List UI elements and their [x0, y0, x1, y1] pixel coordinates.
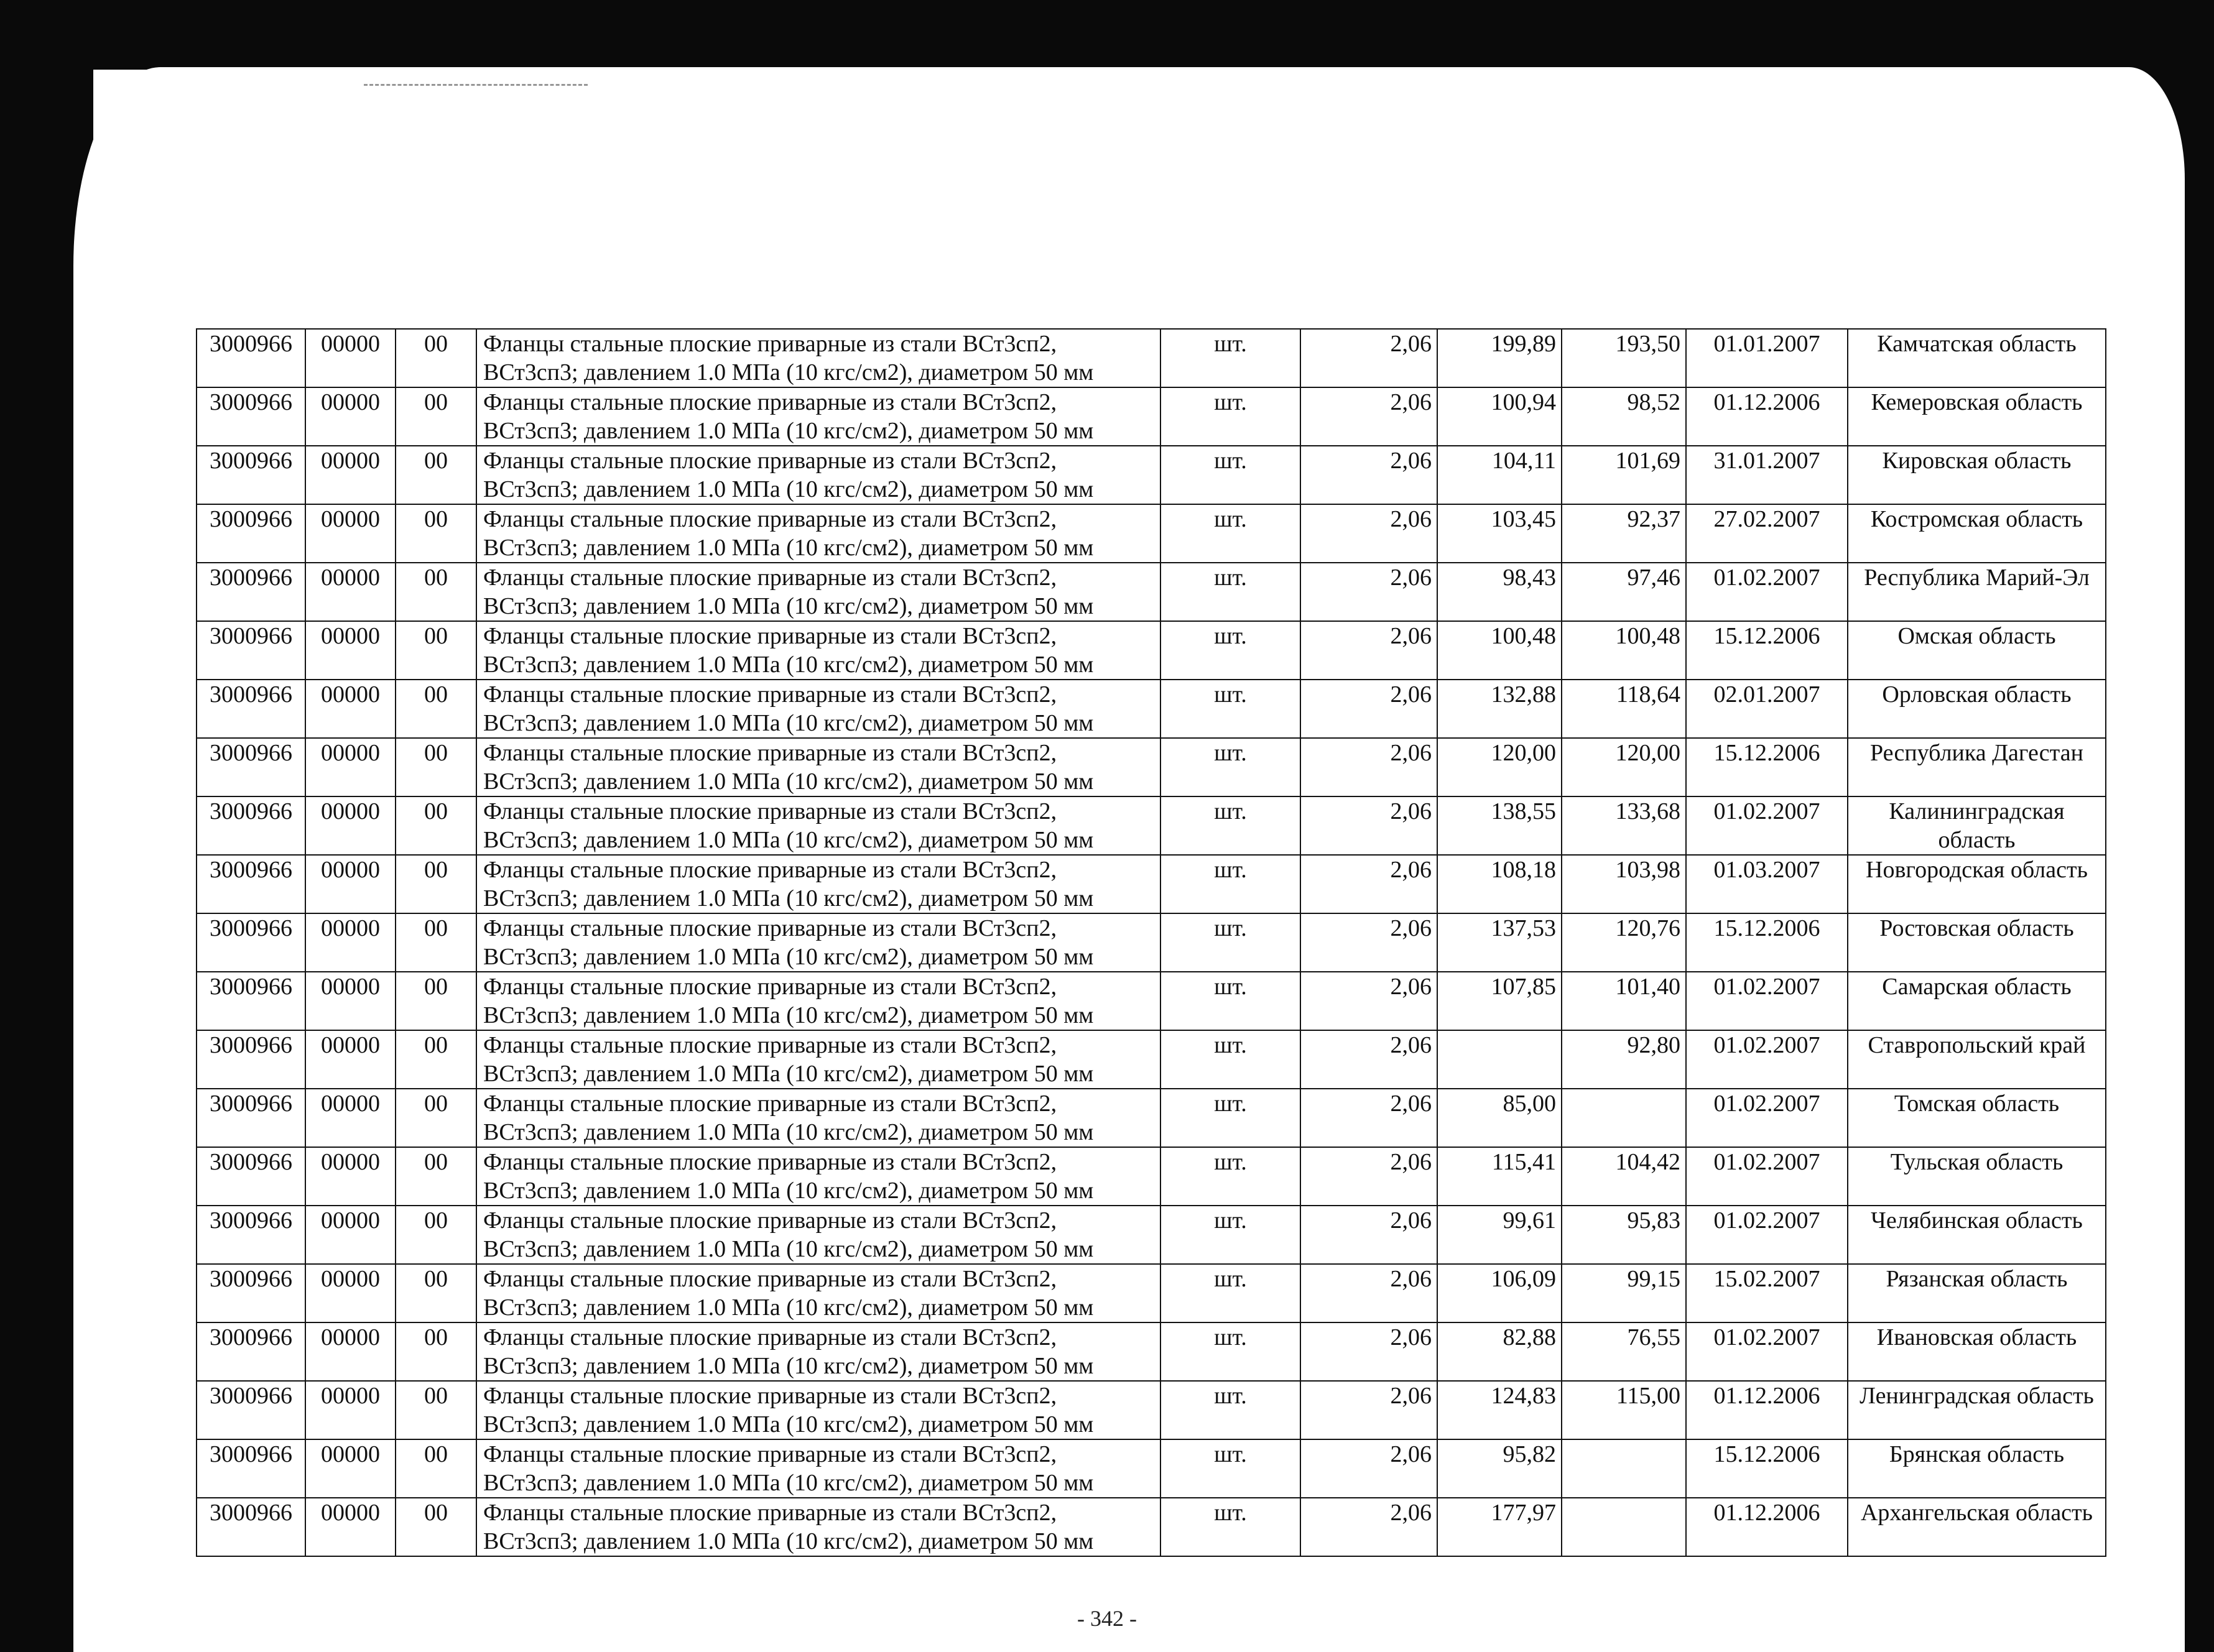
cell-subcode: 00000: [305, 738, 396, 796]
cell-subcode: 00000: [305, 563, 396, 621]
cell-date: 15.02.2007: [1686, 1264, 1848, 1322]
cell-item-name: [476, 1089, 1160, 1147]
cell-resource-code: 3000966: [197, 1089, 305, 1147]
table-row: [197, 1089, 2106, 1147]
cell-region: Ставропольский край: [1848, 1030, 2106, 1089]
cell-item-name: [476, 680, 1160, 738]
cell-region: Архангельская область: [1848, 1498, 2106, 1556]
item-name-line-1: Фланцы стальные плоские приварные из стали ВСт3сп2,: [483, 331, 1057, 357]
cell-subcode-2: 00: [396, 1439, 476, 1498]
cell-date: 01.02.2007: [1686, 1206, 1848, 1264]
cell-subcode: 00000: [305, 972, 396, 1030]
cell-region: Республика Дагестан: [1848, 738, 2106, 796]
cell-subcode-2: 00: [396, 1498, 476, 1556]
cell-price-2: 95,83: [1562, 1206, 1686, 1264]
item-name-line-2: ВСт3сп3; давлением 1.0 МПа (10 кгс/см2), диаметром 50 мм: [483, 1236, 1094, 1262]
cell-resource-code: 3000966: [197, 738, 305, 796]
cell-price-2: 133,68: [1562, 796, 1686, 855]
item-name-line-1: Фланцы стальные плоские приварные из стали ВСт3сп2,: [483, 1441, 1057, 1467]
cell-price-1: 108,18: [1437, 855, 1562, 913]
cell-resource-code: 3000966: [197, 796, 305, 855]
cell-date: 15.12.2006: [1686, 913, 1848, 972]
cell-item-name: [476, 504, 1160, 563]
cell-region: Омская область: [1848, 621, 2106, 680]
table-row: [197, 1439, 2106, 1498]
cell-subcode-2: 00: [396, 855, 476, 913]
cell-item-name: [476, 621, 1160, 680]
cell-price-2: 101,40: [1562, 972, 1686, 1030]
cell-coefficient: 2,06: [1300, 563, 1437, 621]
cell-subcode-2: 00: [396, 738, 476, 796]
cell-subcode: 00000: [305, 329, 396, 387]
cell-date: 01.12.2006: [1686, 1381, 1848, 1439]
cell-unit: шт.: [1160, 1498, 1300, 1556]
cell-subcode: 00000: [305, 855, 396, 913]
cell-subcode-2: 00: [396, 1264, 476, 1322]
cell-unit: шт.: [1160, 1264, 1300, 1322]
item-name-line-2: ВСт3сп3; давлением 1.0 МПа (10 кгс/см2), диаметром 50 мм: [483, 1353, 1094, 1379]
cell-resource-code: 3000966: [197, 387, 305, 446]
item-name-line-1: Фланцы стальные плоские приварные из стали ВСт3сп2,: [483, 740, 1057, 766]
table-row: [197, 1498, 2106, 1556]
table-row: [197, 855, 2106, 913]
cell-coefficient: 2,06: [1300, 387, 1437, 446]
cell-subcode: 00000: [305, 1147, 396, 1206]
cell-price-1: 100,94: [1437, 387, 1562, 446]
cell-item-name: [476, 1381, 1160, 1439]
cell-price-1: 82,88: [1437, 1322, 1562, 1381]
cell-region: Орловская область: [1848, 680, 2106, 738]
cell-region: Республика Марий-Эл: [1848, 563, 2106, 621]
cell-unit: шт.: [1160, 1030, 1300, 1089]
cell-subcode: 00000: [305, 1381, 396, 1439]
cell-date: 27.02.2007: [1686, 504, 1848, 563]
cell-price-1: 95,82: [1437, 1439, 1562, 1498]
cell-region: Тульская область: [1848, 1147, 2106, 1206]
item-name-line-2: ВСт3сп3; давлением 1.0 МПа (10 кгс/см2), диаметром 50 мм: [483, 1470, 1094, 1496]
item-name-line-2: ВСт3сп3; давлением 1.0 МПа (10 кгс/см2), диаметром 50 мм: [483, 476, 1094, 502]
item-name-line-1: Фланцы стальные плоские приварные из стали ВСт3сп2,: [483, 915, 1057, 941]
cell-unit: шт.: [1160, 1439, 1300, 1498]
cell-region: Ленинградская область: [1848, 1381, 2106, 1439]
cell-region: Брянская область: [1848, 1439, 2106, 1498]
cell-resource-code: 3000966: [197, 855, 305, 913]
cell-price-2: [1562, 1089, 1686, 1147]
item-name-line-2: ВСт3сп3; давлением 1.0 МПа (10 кгс/см2), диаметром 50 мм: [483, 885, 1094, 911]
cell-subcode-2: 00: [396, 796, 476, 855]
cell-item-name: [476, 738, 1160, 796]
cell-unit: шт.: [1160, 446, 1300, 504]
item-name-line-2: ВСт3сп3; давлением 1.0 МПа (10 кгс/см2), диаметром 50 мм: [483, 418, 1094, 444]
cell-item-name: [476, 855, 1160, 913]
cell-subcode: 00000: [305, 680, 396, 738]
cell-item-name: [476, 563, 1160, 621]
item-name-line-1: Фланцы стальные плоские приварные из стали ВСт3сп2,: [483, 1091, 1057, 1117]
item-name-line-1: Фланцы стальные плоские приварные из стали ВСт3сп2,: [483, 1207, 1057, 1234]
cell-region: Ивановская область: [1848, 1322, 2106, 1381]
item-name-line-1: Фланцы стальные плоские приварные из стали ВСт3сп2,: [483, 506, 1057, 532]
cell-price-2: 99,15: [1562, 1264, 1686, 1322]
cell-subcode: 00000: [305, 1030, 396, 1089]
item-name-line-2: ВСт3сп3; давлением 1.0 МПа (10 кгс/см2), диаметром 50 мм: [483, 1119, 1094, 1145]
cell-resource-code: 3000966: [197, 446, 305, 504]
cell-date: 31.01.2007: [1686, 446, 1848, 504]
cell-price-2: [1562, 1498, 1686, 1556]
cell-resource-code: 3000966: [197, 913, 305, 972]
cell-resource-code: 3000966: [197, 1264, 305, 1322]
cell-region: Томская область: [1848, 1089, 2106, 1147]
item-name-line-1: Фланцы стальные плоские приварные из стали ВСт3сп2,: [483, 1266, 1057, 1292]
cell-item-name: [476, 796, 1160, 855]
cell-subcode: 00000: [305, 621, 396, 680]
item-name-line-1: Фланцы стальные плоские приварные из стали ВСт3сп2,: [483, 389, 1057, 415]
table-row: [197, 387, 2106, 446]
cell-subcode-2: 00: [396, 913, 476, 972]
cell-subcode-2: 00: [396, 1089, 476, 1147]
cell-subcode: 00000: [305, 504, 396, 563]
cell-coefficient: 2,06: [1300, 1206, 1437, 1264]
cell-resource-code: 3000966: [197, 329, 305, 387]
cell-subcode-2: 00: [396, 1322, 476, 1381]
cell-region: Новгородская область: [1848, 855, 2106, 913]
cell-subcode: 00000: [305, 1206, 396, 1264]
cell-coefficient: 2,06: [1300, 1147, 1437, 1206]
cell-resource-code: 3000966: [197, 1381, 305, 1439]
table-row: [197, 738, 2106, 796]
table-row: [197, 504, 2106, 563]
cell-price-1: 138,55: [1437, 796, 1562, 855]
scan-border-top: [0, 0, 2214, 70]
cell-unit: шт.: [1160, 563, 1300, 621]
cell-coefficient: 2,06: [1300, 1264, 1437, 1322]
cell-resource-code: 3000966: [197, 1322, 305, 1381]
cell-price-2: 193,50: [1562, 329, 1686, 387]
cell-unit: шт.: [1160, 680, 1300, 738]
cell-subcode-2: 00: [396, 504, 476, 563]
cell-resource-code: 3000966: [197, 972, 305, 1030]
table-row: [197, 1381, 2106, 1439]
cell-coefficient: 2,06: [1300, 855, 1437, 913]
cell-resource-code: 3000966: [197, 1206, 305, 1264]
table-row: [197, 972, 2106, 1030]
price-table-body: [197, 329, 2106, 1556]
item-name-line-1: Фланцы стальные плоские приварные из стали ВСт3сп2,: [483, 565, 1057, 591]
cell-resource-code: 3000966: [197, 1030, 305, 1089]
cell-item-name: [476, 1147, 1160, 1206]
item-name-line-1: Фланцы стальные плоские приварные из стали ВСт3сп2,: [483, 1500, 1057, 1526]
item-name-line-1: Фланцы стальные плоские приварные из стали ВСт3сп2,: [483, 1383, 1057, 1409]
cell-subcode: 00000: [305, 1322, 396, 1381]
cell-date: 01.02.2007: [1686, 1147, 1848, 1206]
cell-coefficient: 2,06: [1300, 1089, 1437, 1147]
cell-subcode-2: 00: [396, 1206, 476, 1264]
cell-region: Кемеровская область: [1848, 387, 2106, 446]
cell-price-1: 137,53: [1437, 913, 1562, 972]
cell-price-2: 100,48: [1562, 621, 1686, 680]
cell-subcode-2: 00: [396, 1381, 476, 1439]
cell-coefficient: 2,06: [1300, 913, 1437, 972]
cell-unit: шт.: [1160, 738, 1300, 796]
price-table: [196, 328, 2106, 1557]
cell-date: 15.12.2006: [1686, 1439, 1848, 1498]
cell-subcode: 00000: [305, 1089, 396, 1147]
table-row: [197, 446, 2106, 504]
cell-resource-code: 3000966: [197, 1147, 305, 1206]
cell-unit: шт.: [1160, 504, 1300, 563]
table-row: [197, 621, 2106, 680]
cell-date: 01.12.2006: [1686, 1498, 1848, 1556]
cell-date: 01.12.2006: [1686, 387, 1848, 446]
cell-unit: шт.: [1160, 329, 1300, 387]
item-name-line-2: ВСт3сп3; давлением 1.0 МПа (10 кгс/см2), диаметром 50 мм: [483, 593, 1094, 619]
cell-unit: шт.: [1160, 913, 1300, 972]
cell-item-name: [476, 1439, 1160, 1498]
item-name-line-1: Фланцы стальные плоские приварные из стали ВСт3сп2,: [483, 798, 1057, 824]
cell-subcode-2: 00: [396, 972, 476, 1030]
cell-subcode-2: 00: [396, 446, 476, 504]
cell-date: 02.01.2007: [1686, 680, 1848, 738]
cell-item-name: [476, 1264, 1160, 1322]
cell-price-1: 120,00: [1437, 738, 1562, 796]
page-number: - 342 -: [1077, 1606, 1137, 1631]
cell-region: Калининградская область: [1848, 796, 2106, 855]
cell-date: 01.01.2007: [1686, 329, 1848, 387]
cell-price-1: 104,11: [1437, 446, 1562, 504]
cell-coefficient: 2,06: [1300, 680, 1437, 738]
cell-price-1: 99,61: [1437, 1206, 1562, 1264]
cell-price-1: [1437, 1030, 1562, 1089]
cell-coefficient: 2,06: [1300, 446, 1437, 504]
item-name-line-2: ВСт3сп3; давлением 1.0 МПа (10 кгс/см2), диаметром 50 мм: [483, 710, 1094, 736]
cell-region: Ростовская область: [1848, 913, 2106, 972]
cell-unit: шт.: [1160, 621, 1300, 680]
cell-unit: шт.: [1160, 1089, 1300, 1147]
cell-region: Челябинская область: [1848, 1206, 2106, 1264]
cell-subcode-2: 00: [396, 621, 476, 680]
cell-region: Камчатская область: [1848, 329, 2106, 387]
table-row: [197, 1322, 2106, 1381]
cell-price-1: 107,85: [1437, 972, 1562, 1030]
cell-price-2: 101,69: [1562, 446, 1686, 504]
cell-resource-code: 3000966: [197, 621, 305, 680]
cell-price-2: 104,42: [1562, 1147, 1686, 1206]
cell-unit: шт.: [1160, 855, 1300, 913]
item-name-line-1: Фланцы стальные плоские приварные из стали ВСт3сп2,: [483, 623, 1057, 649]
cell-date: 01.02.2007: [1686, 1089, 1848, 1147]
cell-price-2: [1562, 1439, 1686, 1498]
cell-item-name: [476, 972, 1160, 1030]
cell-item-name: [476, 1322, 1160, 1381]
item-name-line-2: ВСт3сп3; давлением 1.0 МПа (10 кгс/см2), диаметром 50 мм: [483, 1002, 1094, 1028]
cell-subcode: 00000: [305, 913, 396, 972]
cell-coefficient: 2,06: [1300, 1322, 1437, 1381]
cell-subcode-2: 00: [396, 563, 476, 621]
cell-coefficient: 2,06: [1300, 796, 1437, 855]
item-name-line-1: Фланцы стальные плоские приварные из стали ВСт3сп2,: [483, 1032, 1057, 1058]
item-name-line-2: ВСт3сп3; давлением 1.0 МПа (10 кгс/см2), диаметром 50 мм: [483, 1294, 1094, 1321]
cell-price-2: 120,00: [1562, 738, 1686, 796]
cell-subcode: 00000: [305, 446, 396, 504]
price-table-container: [196, 328, 2106, 1557]
item-name-line-1: Фланцы стальные плоские приварные из стали ВСт3сп2,: [483, 1149, 1057, 1175]
item-name-line-2: ВСт3сп3; давлением 1.0 МПа (10 кгс/см2), диаметром 50 мм: [483, 535, 1094, 561]
cell-unit: шт.: [1160, 1206, 1300, 1264]
table-row: [197, 329, 2106, 387]
cell-region: Костромская область: [1848, 504, 2106, 563]
cell-item-name: [476, 1498, 1160, 1556]
cell-price-1: 124,83: [1437, 1381, 1562, 1439]
cell-price-2: 97,46: [1562, 563, 1686, 621]
cell-price-1: 103,45: [1437, 504, 1562, 563]
cell-resource-code: 3000966: [197, 563, 305, 621]
item-name-line-1: Фланцы стальные плоские приварные из стали ВСт3сп2,: [483, 857, 1057, 883]
cell-price-1: 106,09: [1437, 1264, 1562, 1322]
cell-date: 15.12.2006: [1686, 621, 1848, 680]
cell-coefficient: 2,06: [1300, 1030, 1437, 1089]
cell-unit: шт.: [1160, 1147, 1300, 1206]
cell-unit: шт.: [1160, 796, 1300, 855]
cell-subcode: 00000: [305, 387, 396, 446]
cell-date: 01.03.2007: [1686, 855, 1848, 913]
cell-subcode: 00000: [305, 1498, 396, 1556]
cell-price-1: 199,89: [1437, 329, 1562, 387]
cell-price-2: 92,37: [1562, 504, 1686, 563]
table-row: [197, 796, 2106, 855]
cell-region: Самарская область: [1848, 972, 2106, 1030]
cell-coefficient: 2,06: [1300, 1439, 1437, 1498]
cell-unit: шт.: [1160, 1322, 1300, 1381]
cell-item-name: [476, 1030, 1160, 1089]
cell-coefficient: 2,06: [1300, 621, 1437, 680]
cell-subcode-2: 00: [396, 1030, 476, 1089]
item-name-line-2: ВСт3сп3; давлением 1.0 МПа (10 кгс/см2), диаметром 50 мм: [483, 1178, 1094, 1204]
cell-price-2: 98,52: [1562, 387, 1686, 446]
cell-resource-code: 3000966: [197, 1498, 305, 1556]
cell-price-2: 118,64: [1562, 680, 1686, 738]
cell-coefficient: 2,06: [1300, 329, 1437, 387]
cell-item-name: [476, 1206, 1160, 1264]
table-row: [197, 1030, 2106, 1089]
cell-price-1: 100,48: [1437, 621, 1562, 680]
cell-coefficient: 2,06: [1300, 504, 1437, 563]
table-row: [197, 1264, 2106, 1322]
cell-date: 01.02.2007: [1686, 972, 1848, 1030]
header-scribble: [364, 78, 588, 86]
cell-item-name: [476, 387, 1160, 446]
item-name-line-2: ВСт3сп3; давлением 1.0 МПа (10 кгс/см2), диаметром 50 мм: [483, 652, 1094, 678]
cell-unit: шт.: [1160, 1381, 1300, 1439]
item-name-line-1: Фланцы стальные плоские приварные из стали ВСт3сп2,: [483, 681, 1057, 708]
item-name-line-1: Фланцы стальные плоские приварные из стали ВСт3сп2,: [483, 1324, 1057, 1350]
item-name-line-2: ВСт3сп3; давлением 1.0 МПа (10 кгс/см2), диаметром 50 мм: [483, 944, 1094, 970]
item-name-line-2: ВСт3сп3; давлением 1.0 МПа (10 кгс/см2), диаметром 50 мм: [483, 359, 1094, 385]
item-name-line-2: ВСт3сп3; давлением 1.0 МПа (10 кгс/см2), диаметром 50 мм: [483, 1411, 1094, 1437]
cell-date: 15.12.2006: [1686, 738, 1848, 796]
table-row: [197, 913, 2106, 972]
cell-unit: шт.: [1160, 972, 1300, 1030]
cell-coefficient: 2,06: [1300, 1381, 1437, 1439]
item-name-line-2: ВСт3сп3; давлением 1.0 МПа (10 кгс/см2), диаметром 50 мм: [483, 1061, 1094, 1087]
cell-price-1: 98,43: [1437, 563, 1562, 621]
cell-price-1: 115,41: [1437, 1147, 1562, 1206]
cell-resource-code: 3000966: [197, 504, 305, 563]
table-row: [197, 680, 2106, 738]
cell-coefficient: 2,06: [1300, 738, 1437, 796]
table-row: [197, 1206, 2106, 1264]
cell-subcode-2: 00: [396, 387, 476, 446]
cell-item-name: [476, 446, 1160, 504]
cell-date: 01.02.2007: [1686, 1030, 1848, 1089]
cell-price-1: 85,00: [1437, 1089, 1562, 1147]
cell-date: 01.02.2007: [1686, 563, 1848, 621]
table-row: [197, 563, 2106, 621]
cell-region: Кировская область: [1848, 446, 2106, 504]
cell-subcode: 00000: [305, 796, 396, 855]
cell-subcode: 00000: [305, 1264, 396, 1322]
cell-date: 01.02.2007: [1686, 796, 1848, 855]
cell-subcode-2: 00: [396, 1147, 476, 1206]
cell-subcode-2: 00: [396, 680, 476, 738]
cell-unit: шт.: [1160, 387, 1300, 446]
item-name-line-2: ВСт3сп3; давлением 1.0 МПа (10 кгс/см2), диаметром 50 мм: [483, 768, 1094, 795]
cell-price-2: 103,98: [1562, 855, 1686, 913]
item-name-line-1: Фланцы стальные плоские приварные из стали ВСт3сп2,: [483, 974, 1057, 1000]
cell-price-2: 115,00: [1562, 1381, 1686, 1439]
cell-price-1: 132,88: [1437, 680, 1562, 738]
cell-coefficient: 2,06: [1300, 1498, 1437, 1556]
cell-coefficient: 2,06: [1300, 972, 1437, 1030]
cell-resource-code: 3000966: [197, 680, 305, 738]
item-name-line-2: ВСт3сп3; давлением 1.0 МПа (10 кгс/см2), диаметром 50 мм: [483, 1528, 1094, 1554]
cell-price-2: 92,80: [1562, 1030, 1686, 1089]
cell-date: 01.02.2007: [1686, 1322, 1848, 1381]
cell-region: Рязанская область: [1848, 1264, 2106, 1322]
cell-price-2: 76,55: [1562, 1322, 1686, 1381]
table-row: [197, 1147, 2106, 1206]
cell-price-2: 120,76: [1562, 913, 1686, 972]
cell-item-name: [476, 329, 1160, 387]
cell-resource-code: 3000966: [197, 1439, 305, 1498]
item-name-line-1: Фланцы стальные плоские приварные из стали ВСт3сп2,: [483, 448, 1057, 474]
cell-item-name: [476, 913, 1160, 972]
item-name-line-2: ВСт3сп3; давлением 1.0 МПа (10 кгс/см2), диаметром 50 мм: [483, 827, 1094, 853]
cell-subcode-2: 00: [396, 329, 476, 387]
cell-subcode: 00000: [305, 1439, 396, 1498]
cell-price-1: 177,97: [1437, 1498, 1562, 1556]
